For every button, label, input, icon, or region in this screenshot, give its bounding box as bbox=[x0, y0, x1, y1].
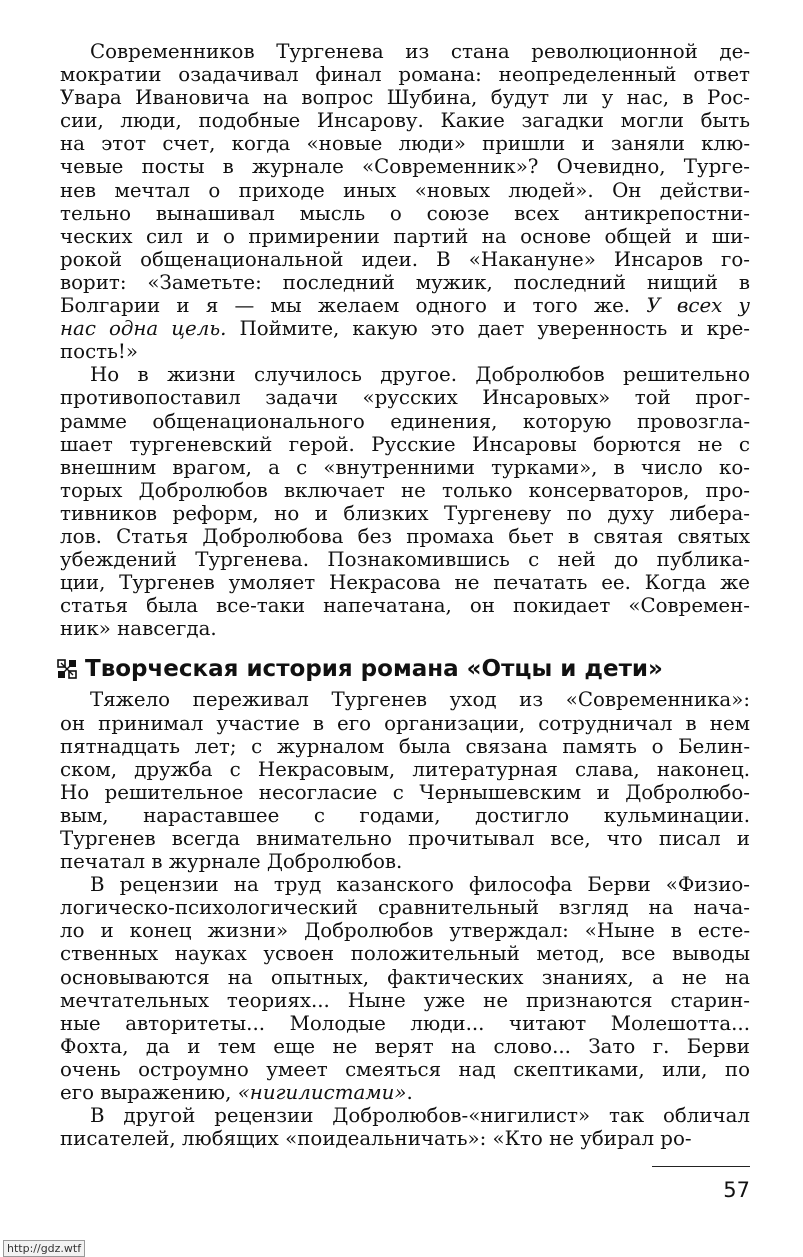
text-line: писателей, любящих «поидеальничать»: «Кто не убирал ро- bbox=[60, 1127, 692, 1151]
text-line: Фохта, да и тем еще не верят на слово... Зато г. Берви bbox=[60, 1034, 750, 1058]
text-line: ственных науках усвоен положительный метод, все выводы bbox=[60, 942, 750, 966]
text-line: пятнадцать лет; с журналом была связана память о Белин- bbox=[60, 734, 750, 758]
text-line: он принимал участие в его организации, сотрудничал в нем bbox=[60, 711, 750, 735]
text-line: лов. Статья Добролюбова без промаха бьет в святая святых bbox=[60, 524, 750, 548]
text-line: ник» навсегда. bbox=[60, 617, 217, 641]
paragraph bbox=[60, 1104, 750, 1150]
text-line: убеждений Тургенева. Познакомившись с ней до публика- bbox=[60, 548, 750, 572]
text-line: рокой общенациональной идеи. В «Накануне» Инсаров го- bbox=[60, 247, 750, 271]
text-line: ворит: «Заметьте: последний мужик, последний нищий в bbox=[60, 270, 750, 294]
book-page bbox=[60, 40, 750, 1150]
text-line: рамме общенационального единения, которую провозгла- bbox=[60, 409, 750, 433]
text-line: чевые посты в журнале «Современник»? Очевидно, Турге- bbox=[60, 155, 750, 179]
text-line: Болгарии и я — мы желаем одного и того же. У всех у bbox=[60, 294, 750, 318]
text-line: Увара Ивановича на вопрос Шубина, будут ли у нас, в Рос- bbox=[60, 86, 750, 110]
text-line: шает тургеневский герой. Русские Инсаровы борются не с bbox=[60, 432, 750, 456]
text-line: нев мечтал о приходе иных «новых людей». Он действи- bbox=[60, 178, 750, 202]
text-line: В рецензии на труд казанского философа Берви «Физио- bbox=[90, 873, 750, 897]
text-line: статья была все-таки напечатана, он покидает «Современ- bbox=[60, 594, 750, 618]
footer-divider bbox=[652, 1166, 750, 1167]
text-line: его выражению, «нигилистами». bbox=[60, 1081, 413, 1105]
text-line: Современников Тургенева из стана революционной де- bbox=[90, 40, 750, 63]
page-number: 57 bbox=[723, 1178, 750, 1202]
text-line: основываются на опытных, фактических знаниях, а не на bbox=[60, 965, 750, 989]
text-line: ческих сил и о примирении партий на основе общей и ши- bbox=[60, 224, 750, 248]
paragraph bbox=[60, 688, 750, 873]
text-line: сии, люди, подобные Инсарову. Какие загадки могли быть bbox=[60, 109, 750, 133]
watermark-link[interactable]: http://gdz.wtf bbox=[3, 1240, 85, 1257]
text-line: логическо-психологический сравнительный взгляд на нача- bbox=[60, 896, 750, 920]
paragraph bbox=[60, 40, 750, 363]
text-line: ные авторитеты... Молодые люди... читают Молешотта... bbox=[60, 1011, 750, 1035]
text-line: тивников реформ, но и близких Тургеневу по духу либера- bbox=[60, 501, 750, 525]
text-line: противопоставил задачи «русских Инсаровых» той прог- bbox=[60, 386, 750, 410]
text-line: очень остроумно умеет смеяться над скептиками, или, по bbox=[60, 1057, 750, 1081]
text-line: Но в жизни случилось другое. Добролюбов решительно bbox=[90, 363, 750, 387]
section-marker-icon bbox=[57, 659, 77, 679]
text-line: Тургенев всегда внимательно прочитывал все, что писал и bbox=[60, 827, 750, 850]
section-heading bbox=[60, 654, 750, 684]
text-line: Тяжело переживал Тургенев уход из «Современника»: bbox=[90, 688, 750, 712]
text-line: на этот счет, когда «новые люди» пришли и заняли клю- bbox=[60, 132, 750, 156]
text-line: ском, дружба с Некрасовым, литературная слава, наконец. bbox=[60, 757, 750, 781]
text-line: мократии озадачивал финал романа: неопределенный ответ bbox=[60, 63, 750, 87]
text-line: печатал в журнале Добролюбов. bbox=[60, 850, 403, 874]
paragraph bbox=[60, 873, 750, 1104]
text-line: пость!» bbox=[60, 340, 138, 364]
text-line: нас одна цель. Поймите, какую это дает уверенность и кре- bbox=[60, 317, 750, 341]
section-heading-text: Творческая история романа «Отцы и дети» bbox=[85, 656, 663, 683]
text-line: ции, Тургенев умоляет Некрасова не печатать ее. Когда же bbox=[60, 571, 750, 595]
text-line: мечтательных теориях... Ныне уже не признаются старин- bbox=[60, 988, 750, 1012]
text-line: ло и конец жизни» Добролюбов утверждал: «Ныне в есте- bbox=[60, 919, 750, 943]
text-line: Но решительное несогласие с Чернышевским и Добролюбо- bbox=[60, 780, 750, 804]
text-line: внешним врагом, а с «внутренними турками», в число ко- bbox=[60, 455, 750, 479]
text-line: В другой рецензии Добролюбов-«нигилист» так обличал bbox=[90, 1104, 750, 1128]
text-line: вым, нараставшее с годами, достигло кульминации. bbox=[60, 803, 750, 827]
paragraph bbox=[60, 363, 750, 640]
text-line: тельно вынашивал мысль о союзе всех антикрепостни- bbox=[60, 201, 750, 225]
text-line: торых Добролюбов включает не только консерваторов, про- bbox=[60, 478, 750, 502]
